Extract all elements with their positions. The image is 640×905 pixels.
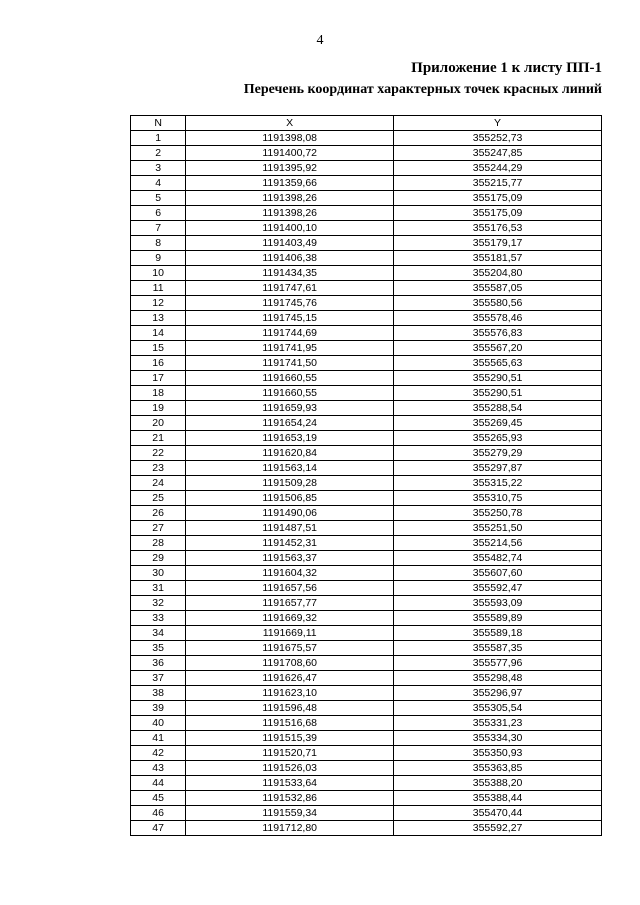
point-number-cell: 7 bbox=[131, 221, 186, 236]
point-number-cell: 47 bbox=[131, 821, 186, 836]
y-coordinate-cell: 355269,45 bbox=[394, 416, 602, 431]
table-row bbox=[131, 236, 602, 251]
page-number: 4 bbox=[316, 33, 324, 48]
x-coordinate-cell: 1191626,47 bbox=[186, 671, 394, 686]
table-row bbox=[131, 176, 602, 191]
x-coordinate-cell: 1191487,51 bbox=[186, 521, 394, 536]
point-number-cell: 39 bbox=[131, 701, 186, 716]
point-number-cell: 31 bbox=[131, 581, 186, 596]
table-row bbox=[131, 401, 602, 416]
y-coordinate-cell: 355589,18 bbox=[394, 626, 602, 641]
point-number-cell: 32 bbox=[131, 596, 186, 611]
x-coordinate-cell: 1191406,38 bbox=[186, 251, 394, 266]
y-coordinate-cell: 355577,96 bbox=[394, 656, 602, 671]
y-coordinate-cell: 355305,54 bbox=[394, 701, 602, 716]
x-coordinate-cell: 1191653,19 bbox=[186, 431, 394, 446]
y-coordinate-cell: 355315,22 bbox=[394, 476, 602, 491]
table-row bbox=[131, 761, 602, 776]
y-coordinate-cell: 355593,09 bbox=[394, 596, 602, 611]
x-coordinate-cell: 1191669,32 bbox=[186, 611, 394, 626]
table-row bbox=[131, 566, 602, 581]
table-row bbox=[131, 296, 602, 311]
x-coordinate-cell: 1191490,06 bbox=[186, 506, 394, 521]
x-coordinate-cell: 1191744,69 bbox=[186, 326, 394, 341]
point-number-cell: 27 bbox=[131, 521, 186, 536]
y-coordinate-cell: 355587,05 bbox=[394, 281, 602, 296]
point-number-cell: 8 bbox=[131, 236, 186, 251]
y-coordinate-cell: 355247,85 bbox=[394, 146, 602, 161]
x-coordinate-cell: 1191596,48 bbox=[186, 701, 394, 716]
point-number-cell: 41 bbox=[131, 731, 186, 746]
y-coordinate-cell: 355297,87 bbox=[394, 461, 602, 476]
y-coordinate-cell: 355565,63 bbox=[394, 356, 602, 371]
y-coordinate-cell: 355288,54 bbox=[394, 401, 602, 416]
point-number-cell: 37 bbox=[131, 671, 186, 686]
x-coordinate-cell: 1191515,39 bbox=[186, 731, 394, 746]
table-row bbox=[131, 431, 602, 446]
x-coordinate-cell: 1191520,71 bbox=[186, 746, 394, 761]
x-coordinate-cell: 1191747,61 bbox=[186, 281, 394, 296]
point-number-cell: 17 bbox=[131, 371, 186, 386]
x-coordinate-cell: 1191563,14 bbox=[186, 461, 394, 476]
y-coordinate-cell: 355244,29 bbox=[394, 161, 602, 176]
x-coordinate-cell: 1191398,08 bbox=[186, 131, 394, 146]
table-row bbox=[131, 521, 602, 536]
y-coordinate-cell: 355310,75 bbox=[394, 491, 602, 506]
x-coordinate-cell: 1191526,03 bbox=[186, 761, 394, 776]
column-header-n: N bbox=[131, 116, 186, 131]
y-coordinate-cell: 355265,93 bbox=[394, 431, 602, 446]
table-row bbox=[131, 191, 602, 206]
table-row bbox=[131, 596, 602, 611]
x-coordinate-cell: 1191741,50 bbox=[186, 356, 394, 371]
x-coordinate-cell: 1191452,31 bbox=[186, 536, 394, 551]
x-coordinate-cell: 1191623,10 bbox=[186, 686, 394, 701]
x-coordinate-cell: 1191657,77 bbox=[186, 596, 394, 611]
y-coordinate-cell: 355251,50 bbox=[394, 521, 602, 536]
y-coordinate-cell: 355388,44 bbox=[394, 791, 602, 806]
point-number-cell: 45 bbox=[131, 791, 186, 806]
point-number-cell: 20 bbox=[131, 416, 186, 431]
table-row bbox=[131, 821, 602, 836]
x-coordinate-cell: 1191400,72 bbox=[186, 146, 394, 161]
table-row bbox=[131, 791, 602, 806]
point-number-cell: 26 bbox=[131, 506, 186, 521]
y-coordinate-cell: 355204,80 bbox=[394, 266, 602, 281]
x-coordinate-cell: 1191712,80 bbox=[186, 821, 394, 836]
x-coordinate-cell: 1191745,15 bbox=[186, 311, 394, 326]
point-number-cell: 22 bbox=[131, 446, 186, 461]
x-coordinate-cell: 1191395,92 bbox=[186, 161, 394, 176]
y-coordinate-cell: 355181,57 bbox=[394, 251, 602, 266]
y-coordinate-cell: 355214,56 bbox=[394, 536, 602, 551]
point-number-cell: 36 bbox=[131, 656, 186, 671]
x-coordinate-cell: 1191654,24 bbox=[186, 416, 394, 431]
x-coordinate-cell: 1191741,95 bbox=[186, 341, 394, 356]
point-number-cell: 46 bbox=[131, 806, 186, 821]
table-row bbox=[131, 266, 602, 281]
y-coordinate-cell: 355470,44 bbox=[394, 806, 602, 821]
table-row bbox=[131, 641, 602, 656]
y-coordinate-cell: 355252,73 bbox=[394, 131, 602, 146]
table-row bbox=[131, 536, 602, 551]
point-number-cell: 24 bbox=[131, 476, 186, 491]
x-coordinate-cell: 1191532,86 bbox=[186, 791, 394, 806]
table-row bbox=[131, 626, 602, 641]
y-coordinate-cell: 355592,47 bbox=[394, 581, 602, 596]
point-number-cell: 28 bbox=[131, 536, 186, 551]
table-row bbox=[131, 491, 602, 506]
table-body bbox=[131, 131, 602, 836]
y-coordinate-cell: 355296,97 bbox=[394, 686, 602, 701]
y-coordinate-cell: 355350,93 bbox=[394, 746, 602, 761]
point-number-cell: 6 bbox=[131, 206, 186, 221]
y-coordinate-cell: 355363,85 bbox=[394, 761, 602, 776]
point-number-cell: 10 bbox=[131, 266, 186, 281]
table-row bbox=[131, 416, 602, 431]
x-coordinate-cell: 1191660,55 bbox=[186, 371, 394, 386]
y-coordinate-cell: 355279,29 bbox=[394, 446, 602, 461]
y-coordinate-cell: 355482,74 bbox=[394, 551, 602, 566]
table-row bbox=[131, 311, 602, 326]
x-coordinate-cell: 1191506,85 bbox=[186, 491, 394, 506]
point-number-cell: 23 bbox=[131, 461, 186, 476]
table-row bbox=[131, 446, 602, 461]
table-row bbox=[131, 776, 602, 791]
point-number-cell: 16 bbox=[131, 356, 186, 371]
x-coordinate-cell: 1191620,84 bbox=[186, 446, 394, 461]
y-coordinate-cell: 355388,20 bbox=[394, 776, 602, 791]
column-header-y: Y bbox=[394, 116, 602, 131]
point-number-cell: 4 bbox=[131, 176, 186, 191]
table-row bbox=[131, 686, 602, 701]
x-coordinate-cell: 1191533,64 bbox=[186, 776, 394, 791]
table-row bbox=[131, 386, 602, 401]
x-coordinate-cell: 1191509,28 bbox=[186, 476, 394, 491]
x-coordinate-cell: 1191563,37 bbox=[186, 551, 394, 566]
y-coordinate-cell: 355215,77 bbox=[394, 176, 602, 191]
table-row bbox=[131, 131, 602, 146]
table-row bbox=[131, 371, 602, 386]
x-coordinate-cell: 1191745,76 bbox=[186, 296, 394, 311]
point-number-cell: 21 bbox=[131, 431, 186, 446]
point-number-cell: 25 bbox=[131, 491, 186, 506]
point-number-cell: 40 bbox=[131, 716, 186, 731]
coordinates-table bbox=[130, 115, 602, 836]
x-coordinate-cell: 1191657,56 bbox=[186, 581, 394, 596]
y-coordinate-cell: 355589,89 bbox=[394, 611, 602, 626]
table-row bbox=[131, 356, 602, 371]
table-row bbox=[131, 731, 602, 746]
y-coordinate-cell: 355587,35 bbox=[394, 641, 602, 656]
table-row bbox=[131, 161, 602, 176]
table-row bbox=[131, 551, 602, 566]
table-row bbox=[131, 476, 602, 491]
table-row bbox=[131, 221, 602, 236]
point-number-cell: 42 bbox=[131, 746, 186, 761]
table-row bbox=[131, 506, 602, 521]
table-header-row bbox=[131, 116, 602, 131]
point-number-cell: 29 bbox=[131, 551, 186, 566]
point-number-cell: 3 bbox=[131, 161, 186, 176]
x-coordinate-cell: 1191516,68 bbox=[186, 716, 394, 731]
x-coordinate-cell: 1191403,49 bbox=[186, 236, 394, 251]
table-row bbox=[131, 716, 602, 731]
point-number-cell: 34 bbox=[131, 626, 186, 641]
table-row bbox=[131, 746, 602, 761]
x-coordinate-cell: 1191398,26 bbox=[186, 206, 394, 221]
point-number-cell: 30 bbox=[131, 566, 186, 581]
point-number-cell: 15 bbox=[131, 341, 186, 356]
point-number-cell: 13 bbox=[131, 311, 186, 326]
y-coordinate-cell: 355334,30 bbox=[394, 731, 602, 746]
appendix-title: Приложение 1 к листу ПП-1 bbox=[411, 60, 602, 76]
point-number-cell: 2 bbox=[131, 146, 186, 161]
y-coordinate-cell: 355576,83 bbox=[394, 326, 602, 341]
table-row bbox=[131, 611, 602, 626]
y-coordinate-cell: 355592,27 bbox=[394, 821, 602, 836]
point-number-cell: 5 bbox=[131, 191, 186, 206]
point-number-cell: 14 bbox=[131, 326, 186, 341]
y-coordinate-cell: 355578,46 bbox=[394, 311, 602, 326]
column-header-x: X bbox=[186, 116, 394, 131]
table-row bbox=[131, 251, 602, 266]
table-row bbox=[131, 461, 602, 476]
y-coordinate-cell: 355175,09 bbox=[394, 206, 602, 221]
x-coordinate-cell: 1191675,57 bbox=[186, 641, 394, 656]
x-coordinate-cell: 1191660,55 bbox=[186, 386, 394, 401]
y-coordinate-cell: 355607,60 bbox=[394, 566, 602, 581]
y-coordinate-cell: 355567,20 bbox=[394, 341, 602, 356]
y-coordinate-cell: 355175,09 bbox=[394, 191, 602, 206]
table-row bbox=[131, 281, 602, 296]
y-coordinate-cell: 355176,53 bbox=[394, 221, 602, 236]
y-coordinate-cell: 355250,78 bbox=[394, 506, 602, 521]
y-coordinate-cell: 355580,56 bbox=[394, 296, 602, 311]
point-number-cell: 38 bbox=[131, 686, 186, 701]
point-number-cell: 1 bbox=[131, 131, 186, 146]
point-number-cell: 12 bbox=[131, 296, 186, 311]
point-number-cell: 9 bbox=[131, 251, 186, 266]
point-number-cell: 11 bbox=[131, 281, 186, 296]
table-row bbox=[131, 671, 602, 686]
point-number-cell: 33 bbox=[131, 611, 186, 626]
table-row bbox=[131, 326, 602, 341]
y-coordinate-cell: 355331,23 bbox=[394, 716, 602, 731]
x-coordinate-cell: 1191659,93 bbox=[186, 401, 394, 416]
x-coordinate-cell: 1191434,35 bbox=[186, 266, 394, 281]
table-row bbox=[131, 701, 602, 716]
table-row bbox=[131, 581, 602, 596]
point-number-cell: 43 bbox=[131, 761, 186, 776]
y-coordinate-cell: 355290,51 bbox=[394, 371, 602, 386]
table-row bbox=[131, 656, 602, 671]
x-coordinate-cell: 1191669,11 bbox=[186, 626, 394, 641]
point-number-cell: 19 bbox=[131, 401, 186, 416]
x-coordinate-cell: 1191604,32 bbox=[186, 566, 394, 581]
y-coordinate-cell: 355298,48 bbox=[394, 671, 602, 686]
x-coordinate-cell: 1191708,60 bbox=[186, 656, 394, 671]
point-number-cell: 35 bbox=[131, 641, 186, 656]
x-coordinate-cell: 1191359,66 bbox=[186, 176, 394, 191]
table-row bbox=[131, 146, 602, 161]
x-coordinate-cell: 1191400,10 bbox=[186, 221, 394, 236]
list-title: Перечень координат характерных точек красных линий bbox=[243, 82, 602, 97]
x-coordinate-cell: 1191559,34 bbox=[186, 806, 394, 821]
table-row bbox=[131, 206, 602, 221]
y-coordinate-cell: 355179,17 bbox=[394, 236, 602, 251]
point-number-cell: 18 bbox=[131, 386, 186, 401]
table-row bbox=[131, 341, 602, 356]
x-coordinate-cell: 1191398,26 bbox=[186, 191, 394, 206]
table-row bbox=[131, 806, 602, 821]
point-number-cell: 44 bbox=[131, 776, 186, 791]
y-coordinate-cell: 355290,51 bbox=[394, 386, 602, 401]
